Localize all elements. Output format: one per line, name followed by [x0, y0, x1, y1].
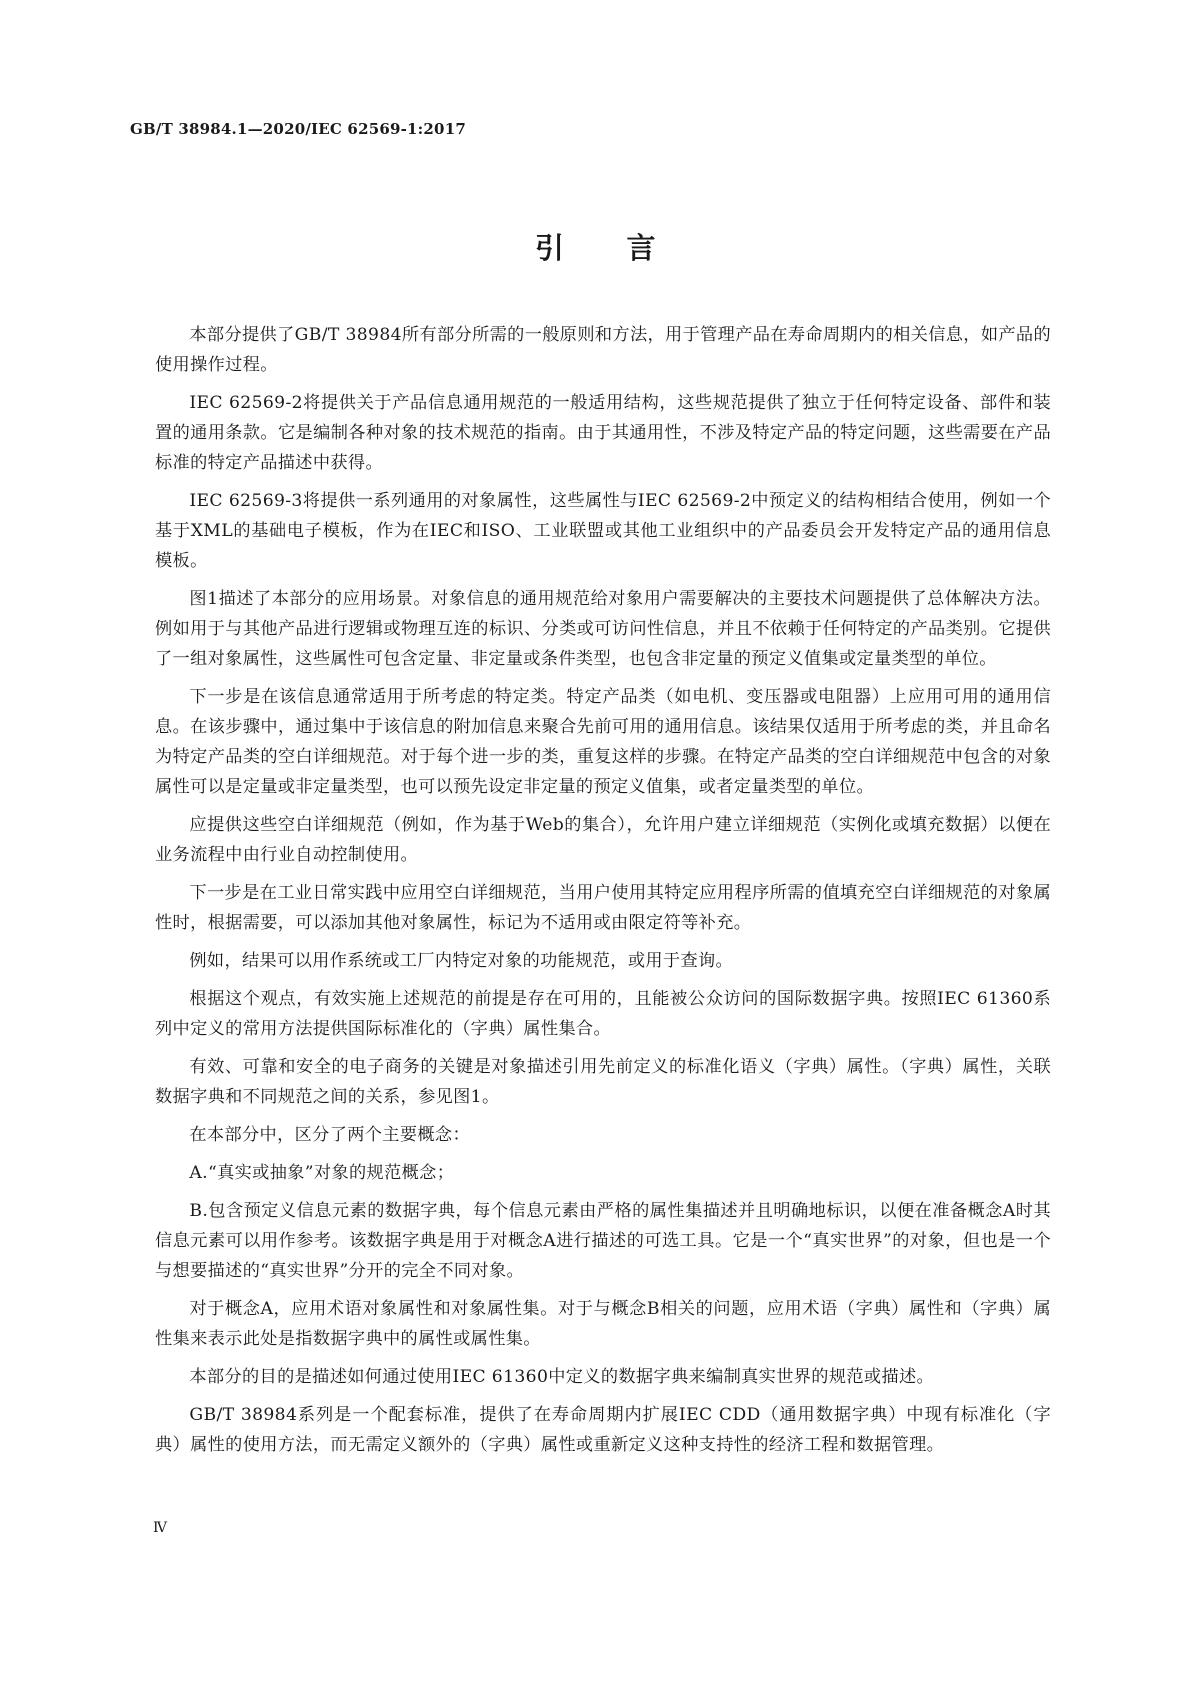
paragraph-8: 例如，结果可以用作系统或工厂内特定对象的功能规范，或用于查询。: [189, 951, 734, 971]
title-char-2: 言: [626, 231, 657, 265]
introduction-body: [155, 320, 1051, 1468]
paragraph-10: 有效、可靠和安全的电子商务的关键是对象描述引用先前定义的标准化语义（字典）属性。（字典）属性，关联数据字典和不同规范之间的关系，参见图1。: [155, 1057, 1051, 1107]
paragraph-4: 图1描述了本部分的应用场景。对象信息的通用规范给对象用户需要解决的主要技术问题提供了总体解决方法。例如用于与其他产品进行逻辑或物理互连的标识、分类或可访问性信息，并且不依赖于任何特定的产品类别。它提供了一组对象属性，这些属性可包含定量、非定量或条件类型，也包含非定量的预定义值集或定量类型的单位。: [155, 589, 1051, 669]
paragraph-13: B.包含预定义信息元素的数据字典，每个信息元素由严格的属性集描述并且明确地标识，以便在准备概念A时其信息元素可以用作参考。该数据字典是用于对概念A进行描述的可选工具。它是一个“真实世界”的对象，但也是一个与想要描述的“真实世界”分开的完全不同对象。: [155, 1201, 1051, 1281]
paragraph-2: IEC 62569-2将提供关于产品信息通用规范的一般适用结构，这些规范提供了独立于任何特定设备、部件和装置的通用条款。它是编制各种对象的技术规范的指南。由于其通用性，不涉及特定产品的特定问题，这些需要在产品标准的特定产品描述中获得。: [155, 393, 1051, 473]
paragraph-5: 下一步是在该信息通常适用于所考虑的特定类。特定产品类（如电机、变压器或电阻器）上应用可用的通用信息。在该步骤中，通过集中于该信息的附加信息来聚合先前可用的通用信息。该结果仅适用于所考虑的类，并且命名为特定产品类的空白详细规范。对于每个进一步的类，重复这样的步骤。在特定产品类的空白详细规范中包含的对象属性可以是定量或非定量类型，也可以预先设定非定量的预定义值集，或者定量类型的单位。: [155, 687, 1051, 797]
paragraph-15: 本部分的目的是描述如何通过使用IEC 61360中定义的数据字典来编制真实世界的规范或描述。: [189, 1367, 935, 1387]
title-char-1: 引: [534, 231, 565, 265]
paragraph-1: 本部分提供了GB/T 38984所有部分所需的一般原则和方法，用于管理产品在寿命周期内的相关信息，如产品的使用操作过程。: [155, 325, 1051, 375]
paragraph-3: IEC 62569-3将提供一系列通用的对象属性，这些属性与IEC 62569-2中预定义的结构相结合使用，例如一个基于XML的基础电子模板，作为在IEC和ISO、工业联盟或其他工业组织中的产品委员会开发特定产品的通用信息模板。: [155, 491, 1051, 571]
paragraph-7: 下一步是在工业日常实践中应用空白详细规范，当用户使用其特定应用程序所需的值填充空白详细规范的对象属性时，根据需要，可以添加其他对象属性，标记为不适用或由限定符等补充。: [155, 883, 1051, 933]
paragraph-11: 在本部分中，区分了两个主要概念：: [189, 1125, 470, 1145]
paragraph-6: 应提供这些空白详细规范（例如，作为基于Web的集合），允许用户建立详细规范（实例化或填充数据）以便在业务流程中由行业自动控制使用。: [155, 815, 1051, 865]
standard-code: GB/T 38984.1—2020/IEC 62569-1:2017: [130, 120, 466, 138]
paragraph-16: GB/T 38984系列是一个配套标准，提供了在寿命周期内扩展IEC CDD（通用数据字典）中现有标准化（字典）属性的使用方法，而无需定义额外的（字典）属性或重新定义这种支持性的经济工程和数据管理。: [155, 1405, 1051, 1455]
paragraph-12: A.“真实或抽象”对象的规范概念；: [189, 1163, 455, 1183]
page-title: [0, 226, 1191, 267]
page-number: Ⅳ: [153, 1520, 167, 1536]
paragraph-9: 根据这个观点，有效实施上述规范的前提是存在可用的，且能被公众访问的国际数据字典。按照IEC 61360系列中定义的常用方法提供国际标准化的（字典）属性集合。: [155, 989, 1051, 1039]
paragraph-14: 对于概念A，应用术语对象属性和对象属性集。对于与概念B相关的问题，应用术语（字典）属性和（字典）属性集来表示此处是指数据字典中的属性或属性集。: [155, 1299, 1051, 1349]
